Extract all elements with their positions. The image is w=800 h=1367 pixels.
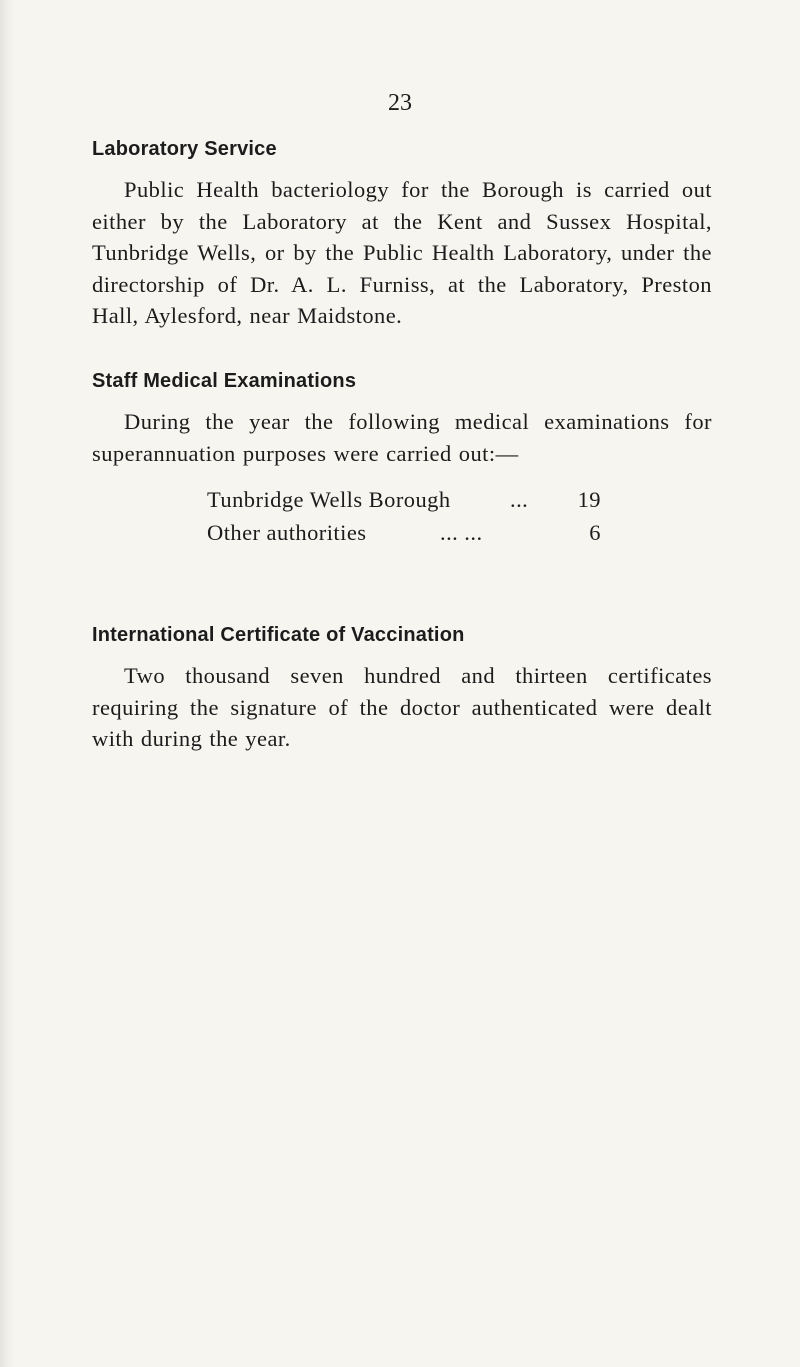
section-paragraph-international-certificate bbox=[92, 660, 712, 755]
table-row bbox=[207, 483, 607, 516]
section-paragraph-laboratory-service bbox=[92, 174, 712, 332]
paragraph-text: Two thousand seven hundred and thirteen certificates requiring the signature of the doctor authenticated were dealt with during the year. bbox=[92, 663, 712, 751]
row-leader-dots: ... ... bbox=[440, 520, 483, 545]
examinations-table bbox=[207, 483, 607, 549]
section-heading-staff-medical-examinations: Staff Medical Examinations bbox=[92, 370, 357, 392]
section-heading-international-certificate: International Certificate of Vaccination bbox=[92, 624, 465, 646]
row-leader-dots: ... bbox=[510, 487, 529, 512]
section-paragraph-staff-medical-examinations bbox=[92, 406, 712, 469]
page-edge-shadow bbox=[0, 0, 14, 1367]
row-label: Other authorities bbox=[207, 520, 367, 545]
row-value: 6 bbox=[589, 520, 601, 545]
row-value: 19 bbox=[577, 487, 601, 512]
table-row bbox=[207, 516, 607, 549]
page-number: 23 bbox=[388, 90, 412, 116]
paragraph-text: During the year the following medical examinations for superannuation purposes were carried out:— bbox=[92, 409, 712, 466]
section-heading-laboratory-service: Laboratory Service bbox=[92, 138, 277, 160]
paragraph-text: Public Health bacteriology for the Borough is carried out either by the Laboratory at the Kent and Sussex Hospital, Tunbridge Wells, or by the Public Health Laboratory, under the directorship of Dr. A. L. Furniss, at the Laboratory, Preston Hall, Aylesford, near Maidstone. bbox=[92, 177, 712, 328]
row-label: Tunbridge Wells Borough bbox=[207, 487, 451, 512]
